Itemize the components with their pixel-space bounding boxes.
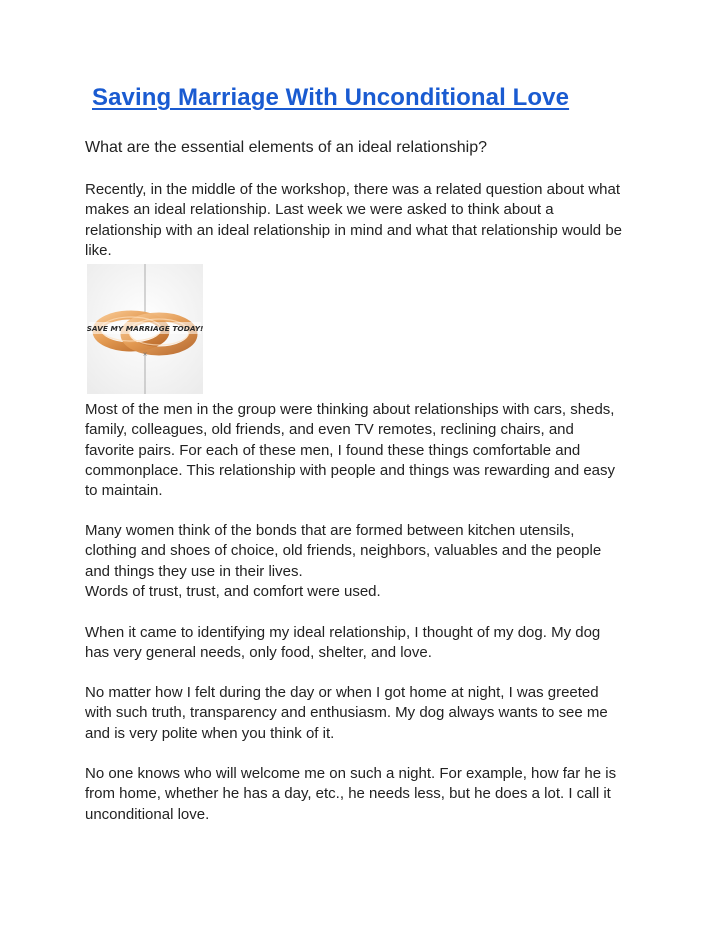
paragraph-2 (85, 400, 645, 501)
paragraph-1 (85, 180, 645, 261)
paragraph-4 (85, 623, 645, 664)
paragraph-line: makes an ideal relationship. Last week we were asked to think about a (85, 201, 554, 219)
paragraph-line: has very general needs, only food, shelter, and love. (85, 644, 432, 662)
paragraph-line: Many women think of the bonds that are formed between kitchen utensils, (85, 522, 575, 539)
paragraph-line: Words of trust, trust, and comfort were used. (85, 582, 381, 600)
paragraph-line: like. (85, 241, 112, 259)
svg-text:×: × (142, 351, 148, 358)
paragraph-line: When it came to identifying my ideal relationship, I thought of my dog. My dog (85, 624, 601, 641)
paragraph-line: No matter how I felt during the day or when I got home at night, I was greeted (85, 684, 599, 701)
page-title[interactable]: Saving Marriage With Unconditional Love (92, 84, 570, 111)
page-subtitle: What are the essential elements of an ideal relationship? (85, 139, 488, 156)
paragraph-line: with such truth, transparency and enthusiasm. My dog always wants to see me (85, 704, 608, 722)
paragraph-line: relationship with an ideal relationship in mind and what that relationship would be (85, 221, 622, 239)
paragraph-line: unconditional love. (85, 805, 210, 823)
paragraph-line: clothing and shoes of choice, old friends, neighbors, valuables and the people (85, 542, 602, 560)
paragraph-line: favorite pairs. For each of these men, I found these things comfortable and (85, 441, 581, 459)
paragraph-line: commonplace. This relationship with people and things was rewarding and easy (85, 461, 616, 479)
wedding-rings-icon (87, 264, 203, 394)
paragraph-line: from home, whether he has a day, etc., he needs less, but he does a lot. I call it (85, 785, 611, 803)
paragraph-6 (85, 764, 645, 825)
image-caption: SAVE MY MARRIAGE TODAY! (87, 324, 203, 333)
paragraph-line: family, colleagues, old friends, and even TV remotes, reclining chairs, and (85, 421, 574, 439)
paragraph-5 (85, 683, 645, 744)
paragraph-line: and things they use in their lives. (85, 562, 303, 580)
paragraph-line: No one knows who will welcome me on such a night. For example, how far he is (85, 765, 617, 782)
paragraph-line: Most of the men in the group were thinking about relationships with cars, sheds, (85, 401, 615, 418)
paragraph-line: and is very polite when you think of it. (85, 724, 335, 742)
wedding-rings-image (87, 264, 203, 394)
paragraph-line: to maintain. (85, 482, 163, 500)
paragraph-line: Recently, in the middle of the workshop, there was a related question about what (85, 181, 621, 198)
paragraph-3 (85, 521, 645, 602)
